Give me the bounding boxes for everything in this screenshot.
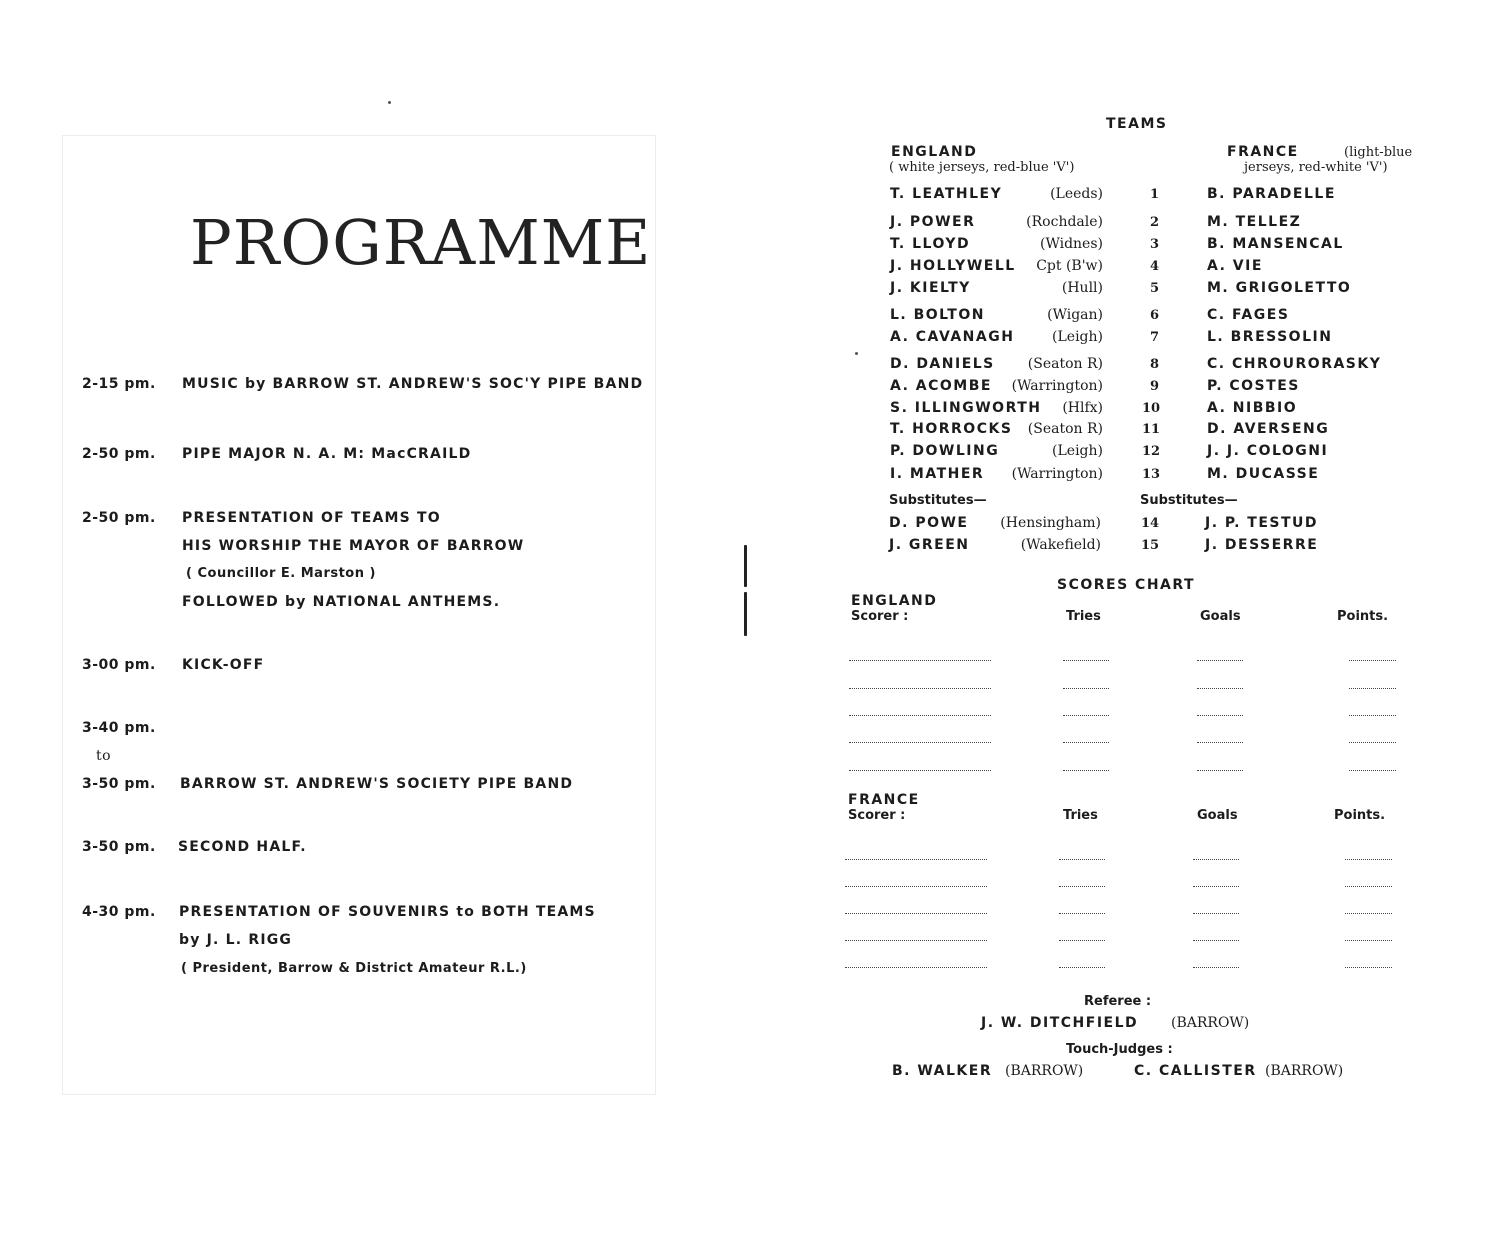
score-entry-line: [849, 715, 991, 716]
england-player: D. DANIELS: [890, 356, 995, 372]
england-player-club: (Seaton R): [1027, 356, 1103, 372]
england-substitute-club: (Wakefield): [1020, 537, 1101, 553]
england-player: J. HOLLYWELL: [890, 258, 1016, 274]
fold-mark: [744, 545, 747, 587]
score-entry-line: [1193, 886, 1239, 887]
shirt-number: 11: [1142, 422, 1161, 437]
shirt-number: 2: [1150, 215, 1160, 230]
tries-label: Tries: [1066, 609, 1101, 624]
score-entry-line: [1197, 688, 1243, 689]
score-entry-line: [845, 913, 987, 914]
france-player: C. CHROURORASKY: [1207, 356, 1382, 372]
france-player: A. NIBBIO: [1207, 400, 1298, 416]
touch-judge-name: B. WALKER: [892, 1063, 993, 1079]
tries-label: Tries: [1063, 808, 1098, 823]
england-player-club: (Leeds): [1050, 186, 1103, 202]
france-player: M. DUCASSE: [1207, 466, 1320, 482]
programme-line: ( President, Barrow & District Amateur R.L.): [181, 961, 527, 976]
programme-line: PRESENTATION OF SOUVENIRS to BOTH TEAMS: [179, 904, 596, 920]
shirt-number: 3: [1150, 237, 1160, 252]
england-player: J. KIELTY: [890, 280, 971, 296]
score-entry-line: [1197, 715, 1243, 716]
score-entry-line: [1193, 940, 1239, 941]
programme-time: 3-50 pm.: [82, 839, 156, 855]
programme-line: SECOND HALF.: [178, 839, 307, 855]
score-entry-line: [849, 660, 991, 661]
goals-label: Goals: [1200, 609, 1241, 624]
programme-line: HIS WORSHIP THE MAYOR OF BARROW: [182, 538, 525, 554]
teams-heading: TEAMS: [1106, 116, 1168, 132]
france-player: M. GRIGOLETTO: [1207, 280, 1352, 296]
paper-speck: [855, 352, 858, 355]
score-entry-line: [1063, 688, 1109, 689]
score-entry-line: [1193, 913, 1239, 914]
england-player: I. MATHER: [890, 466, 985, 482]
touch-judge-club: (BARROW): [1265, 1063, 1344, 1079]
programme-time: 4-30 pm.: [82, 904, 156, 920]
score-entry-line: [1349, 715, 1396, 716]
france-player: C. FAGES: [1207, 307, 1290, 323]
programme-time: 3-40 pm.: [82, 720, 156, 736]
england-player: A. CAVANAGH: [890, 329, 1015, 345]
shirt-number: 8: [1150, 357, 1160, 372]
score-entry-line: [1063, 715, 1109, 716]
england-player: T. HORROCKS: [890, 421, 1013, 437]
shirt-number: 13: [1142, 467, 1161, 482]
france-team-name: FRANCE: [1227, 144, 1299, 160]
programme-line: PIPE MAJOR N. A. M: MacCRAILD: [182, 446, 472, 462]
shirt-number: 10: [1142, 401, 1161, 416]
score-entry-line: [845, 859, 987, 860]
england-player: T. LEATHLEY: [890, 186, 1003, 202]
france-player: L. BRESSOLIN: [1207, 329, 1333, 345]
programme-border: [62, 135, 656, 1095]
paper-speck: [388, 101, 391, 104]
france-player: J. J. COLOGNI: [1207, 443, 1329, 459]
programme-line: ( Councillor E. Marston ): [186, 566, 376, 581]
score-entry-line: [1063, 660, 1109, 661]
shirt-number: 1: [1150, 187, 1160, 202]
england-substitute: J. GREEN: [889, 537, 970, 553]
france-player: A. VIE: [1207, 258, 1263, 274]
france-player: B. PARADELLE: [1207, 186, 1336, 202]
programme-line: by J. L. RIGG: [179, 932, 293, 948]
france-substitutes-label: Substitutes—: [1140, 493, 1238, 508]
shirt-number: 4: [1150, 259, 1160, 274]
programme-line: FOLLOWED by NATIONAL ANTHEMS.: [182, 594, 501, 610]
france-substitute: J. DESSERRE: [1205, 537, 1319, 553]
score-entry-line: [1193, 967, 1239, 968]
score-entry-line: [845, 886, 987, 887]
france-player: B. MANSENCAL: [1207, 236, 1344, 252]
touch-judges-label: Touch-Judges :: [1066, 1042, 1173, 1057]
score-entry-line: [845, 940, 987, 941]
referee-label: Referee :: [1084, 994, 1152, 1009]
england-player-club: (Warrington): [1011, 466, 1103, 482]
programme-time: 3-00 pm.: [82, 657, 156, 673]
programme-line: MUSIC by BARROW ST. ANDREW'S SOC'Y PIPE BAND: [182, 376, 644, 392]
shirt-number: 6: [1150, 308, 1160, 323]
score-entry-line: [1349, 660, 1396, 661]
score-entry-line: [849, 770, 991, 771]
score-entry-line: [1059, 859, 1105, 860]
points-label: Points.: [1337, 609, 1389, 624]
score-entry-line: [1349, 770, 1396, 771]
score-entry-line: [1345, 913, 1392, 914]
programme-time: 2-15 pm.: [82, 376, 156, 392]
score-entry-line: [1197, 660, 1243, 661]
shirt-number: 7: [1150, 330, 1160, 345]
france-jerseys: (light-blue: [1344, 145, 1413, 160]
england-jerseys: ( white jerseys, red-blue 'V'): [889, 160, 1075, 175]
england-player-club: (Warrington): [1011, 378, 1103, 394]
scores-chart-heading: SCORES CHART: [1057, 577, 1196, 593]
score-entry-line: [1345, 967, 1392, 968]
england-player-club: (Hlfx): [1062, 400, 1103, 416]
france-player: M. TELLEZ: [1207, 214, 1302, 230]
score-entry-line: [1345, 940, 1392, 941]
programme-line: KICK-OFF: [182, 657, 265, 673]
england-substitute-club: (Hensingham): [1000, 515, 1101, 531]
score-entry-line: [1059, 940, 1105, 941]
points-label: Points.: [1334, 808, 1386, 823]
scorer-label: Scorer :: [851, 609, 909, 624]
programme-time: 2-50 pm.: [82, 446, 156, 462]
france-jerseys: jerseys, red-white 'V'): [1244, 160, 1388, 175]
scores-france-label: FRANCE: [848, 792, 920, 808]
shirt-number: 15: [1141, 538, 1160, 553]
shirt-number: 9: [1150, 379, 1160, 394]
scorer-label: Scorer :: [848, 808, 906, 823]
france-player: D. AVERSENG: [1207, 421, 1330, 437]
programme-page: [0, 0, 745, 1236]
referee-club: (BARROW): [1171, 1015, 1250, 1031]
programme-time: 3-50 pm.: [82, 776, 156, 792]
england-player: L. BOLTON: [890, 307, 985, 323]
england-player-club: (Widnes): [1040, 236, 1103, 252]
score-entry-line: [1193, 859, 1239, 860]
score-entry-line: [1349, 742, 1396, 743]
england-team-name: ENGLAND: [891, 144, 978, 160]
programme-title: PROGRAMME: [190, 206, 652, 279]
england-player: T. LLOYD: [890, 236, 971, 252]
england-player-club: (Leigh): [1052, 329, 1103, 345]
score-entry-line: [1059, 967, 1105, 968]
france-player: P. COSTES: [1207, 378, 1300, 394]
england-substitute: D. POWE: [889, 515, 969, 531]
programme-time-to: to: [96, 748, 112, 764]
england-player: J. POWER: [890, 214, 976, 230]
scores-england-label: ENGLAND: [851, 593, 938, 609]
england-player-club: (Seaton R): [1027, 421, 1103, 437]
score-entry-line: [1197, 770, 1243, 771]
score-entry-line: [1059, 886, 1105, 887]
score-entry-line: [845, 967, 987, 968]
score-entry-line: [849, 742, 991, 743]
score-entry-line: [1063, 742, 1109, 743]
england-player-club: (Wigan): [1047, 307, 1103, 323]
score-entry-line: [1349, 688, 1396, 689]
score-entry-line: [1059, 913, 1105, 914]
programme-line: BARROW ST. ANDREW'S SOCIETY PIPE BAND: [180, 776, 574, 792]
shirt-number: 12: [1142, 444, 1161, 459]
touch-judge-club: (BARROW): [1005, 1063, 1084, 1079]
programme-line: PRESENTATION OF TEAMS TO: [182, 510, 441, 526]
score-entry-line: [1345, 859, 1392, 860]
england-substitutes-label: Substitutes—: [889, 493, 987, 508]
england-player: P. DOWLING: [890, 443, 1000, 459]
france-substitute: J. P. TESTUD: [1205, 515, 1319, 531]
england-player-club: (Hull): [1061, 280, 1103, 296]
england-player-club: (Leigh): [1052, 443, 1103, 459]
shirt-number: 5: [1150, 281, 1160, 296]
shirt-number: 14: [1141, 516, 1160, 531]
england-player: S. ILLINGWORTH: [890, 400, 1042, 416]
score-entry-line: [1063, 770, 1109, 771]
score-entry-line: [849, 688, 991, 689]
referee-name: J. W. DITCHFIELD: [981, 1015, 1139, 1031]
score-entry-line: [1197, 742, 1243, 743]
england-player: A. ACOMBE: [890, 378, 992, 394]
england-player-club: (Rochdale): [1026, 214, 1103, 230]
score-entry-line: [1345, 886, 1392, 887]
programme-time: 2-50 pm.: [82, 510, 156, 526]
touch-judge-name: C. CALLISTER: [1134, 1063, 1257, 1079]
england-player-club: Cpt (B'w): [1036, 258, 1103, 274]
fold-mark: [744, 592, 747, 636]
goals-label: Goals: [1197, 808, 1238, 823]
